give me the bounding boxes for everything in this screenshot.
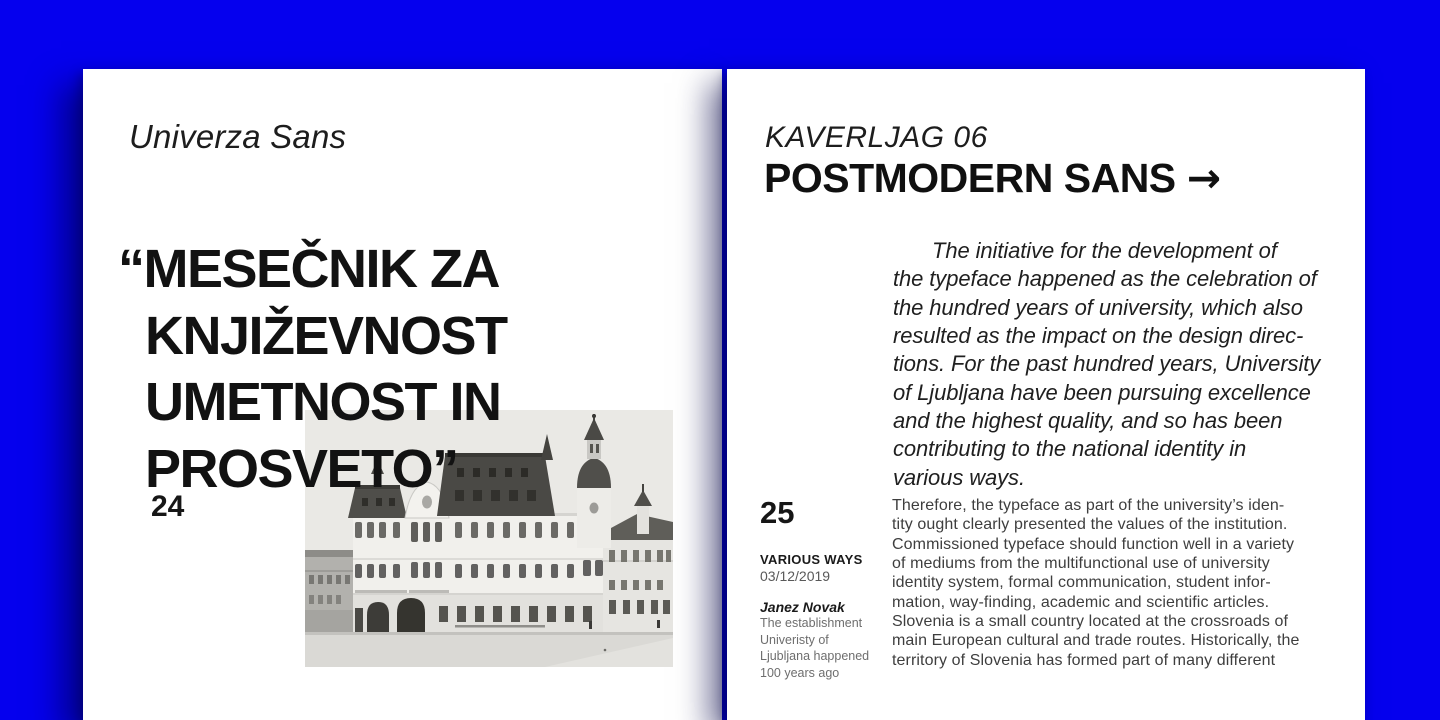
- page-number-left: 24: [151, 490, 185, 523]
- lead-line: of Ljubljana have been pursuing excellence: [893, 379, 1311, 405]
- typeface-name: Univerza Sans: [129, 118, 347, 155]
- chapter-kicker: KAVERLJAG 06: [765, 121, 988, 154]
- lead-line: tions. For the past hundred years, University: [893, 351, 1321, 377]
- lead-line: the hundred years of university, which also: [893, 294, 1303, 320]
- right-page: [727, 69, 1365, 720]
- lead-line: and the highest quality, and so has been: [893, 408, 1283, 434]
- section-label: VARIOUS WAYS: [760, 552, 863, 567]
- lead-line: various ways.: [893, 464, 1025, 490]
- lead-line: resulted as the impact on the design direc-: [893, 323, 1304, 349]
- author-name: Janez Novak: [760, 599, 845, 615]
- author-note-line: The establishment: [760, 616, 863, 630]
- body-line: Commissioned typeface should function well in a variety: [892, 535, 1295, 553]
- distant-building: [305, 550, 353, 635]
- left-page: [83, 69, 722, 720]
- body-line: of mediums from the multifunctional use of university: [892, 555, 1270, 573]
- body-paragraph: [892, 496, 1300, 670]
- body-line: mation, way-finding, academic and scientific articles.: [892, 593, 1270, 611]
- body-line: Therefore, the typeface as part of the university’s iden-: [892, 497, 1285, 514]
- body-line: main European cultural and trade routes. Historically, the: [892, 632, 1300, 650]
- author-note-line: 100 years ago: [760, 665, 840, 680]
- chapter-title-text: POSTMODERN SANS: [764, 155, 1176, 201]
- page-number-right: 25: [760, 495, 795, 530]
- body-line: territory of Slovenia has formed part of many different: [892, 651, 1276, 669]
- author-note: [760, 615, 869, 681]
- pull-quote-line: “MESEČNIK ZA: [118, 239, 500, 299]
- lead-paragraph: [893, 237, 1320, 492]
- author-note-line: Univeristy of: [760, 632, 829, 647]
- pull-quote-line: KNJIŽEVNOST: [145, 305, 507, 366]
- pull-quote: [118, 236, 507, 502]
- article-date: 03/12/2019: [760, 568, 831, 584]
- author-note-line: Ljubljana happened: [760, 649, 870, 664]
- chapter-title: [764, 154, 1220, 202]
- pull-quote-line: PROSVETO”: [145, 438, 458, 499]
- body-line: Slovenia is a small country located at the crossroads of: [892, 613, 1289, 631]
- arrow-right-icon: →: [1186, 154, 1221, 202]
- body-line: tity ought clearly presented the values of the institution.: [892, 516, 1288, 534]
- pull-quote-line: UMETNOST IN: [145, 372, 501, 432]
- lead-line: The initiative for the development of: [932, 238, 1277, 263]
- body-line: identity system, formal communication, student infor-: [892, 574, 1271, 592]
- lead-line: the typeface happened as the celebration of: [893, 266, 1317, 292]
- lead-line: contributing to the national identity in: [893, 436, 1247, 462]
